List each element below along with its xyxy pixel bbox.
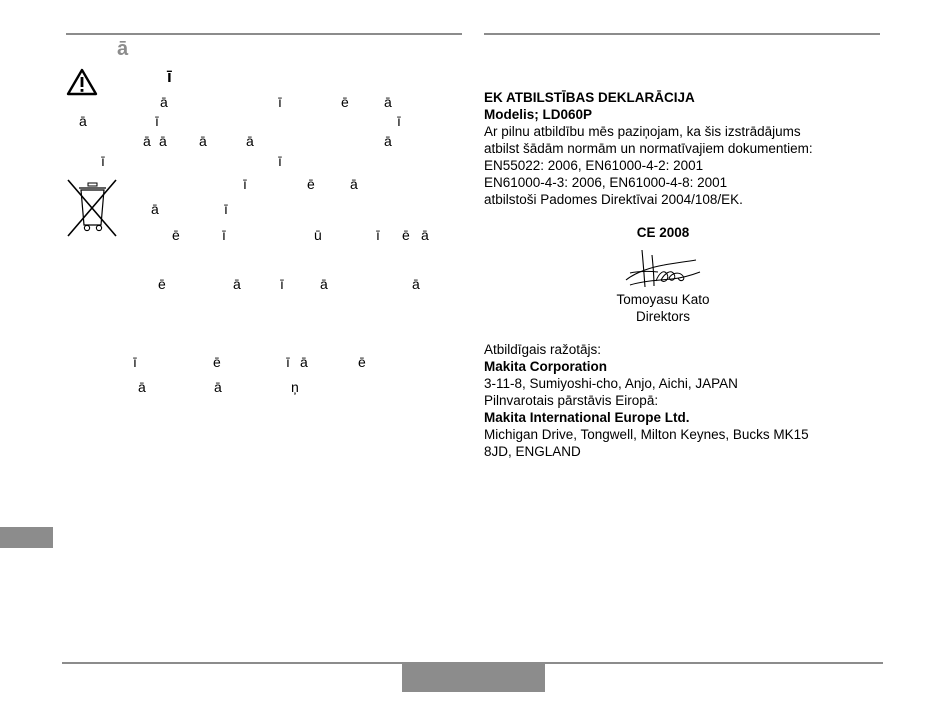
representative-label: Pilnvarotais pārstāvis Eiropā: <box>484 393 659 408</box>
standards-line: EN61000-4-3: 2006, EN61000-4-8: 2001 <box>484 175 728 190</box>
glyph: ī <box>278 94 282 110</box>
glyph: ī <box>224 201 228 217</box>
glyph: ē <box>307 176 315 192</box>
glyph: ū <box>314 227 322 243</box>
manufacturer-name: Makita Corporation <box>484 359 608 374</box>
glyph: ā <box>350 176 358 192</box>
glyph: ī <box>101 153 105 169</box>
glyph: ā <box>160 94 168 110</box>
declaration-line: Ar pilnu atbildību mēs paziņojam, ka šis izstrādājums <box>484 124 801 139</box>
glyph: ā <box>412 276 420 292</box>
glyph: ā <box>300 354 308 370</box>
glyph: ā <box>421 227 429 243</box>
declaration-title: EK ATBILSTĪBAS DEKLARĀCIJA <box>484 90 695 105</box>
warning-char: ī <box>167 67 172 86</box>
glyph: ē <box>358 354 366 370</box>
glyph: ī <box>397 113 401 129</box>
section-heading: ā <box>117 38 129 60</box>
warning-icon <box>66 68 98 96</box>
top-rule-left <box>66 33 462 35</box>
glyph: ā <box>384 133 392 149</box>
glyph: ā <box>79 113 87 129</box>
model-line: Modelis; LD060P <box>484 107 593 122</box>
glyph: ā <box>138 379 146 395</box>
top-rule-right <box>484 33 880 35</box>
glyph: ī <box>280 276 284 292</box>
glyph: ē <box>172 227 180 243</box>
representative-address: Michigan Drive, Tongwell, Milton Keynes, Bucks MK15 <box>484 427 809 442</box>
standards-line: EN55022: 2006, EN61000-4-2: 2001 <box>484 158 704 173</box>
page-number-tab <box>402 664 545 692</box>
glyph: ī <box>155 113 159 129</box>
glyph: ā <box>246 133 254 149</box>
glyph: ā <box>199 133 207 149</box>
glyph: ī <box>286 354 290 370</box>
crossed-bin-icon <box>66 178 118 238</box>
glyph: ā <box>320 276 328 292</box>
language-tab <box>0 527 53 548</box>
glyph: ē <box>158 276 166 292</box>
glyph: ī <box>376 227 380 243</box>
directive-line: atbilstoši Padomes Direktīvai 2004/108/EK. <box>484 192 743 207</box>
glyph: ī <box>278 153 282 169</box>
declaration-block <box>484 89 884 460</box>
responsible-label: Atbildīgais ražotājs: <box>484 342 602 357</box>
glyph: ā <box>143 133 151 149</box>
glyph: ī <box>243 176 247 192</box>
glyph: ē <box>402 227 410 243</box>
signature <box>612 247 704 289</box>
glyph: ī <box>133 354 137 370</box>
declaration-line: atbilst šādām normām un normatīvajiem dokumentiem: <box>484 141 813 156</box>
glyph: ā <box>151 201 159 217</box>
glyph: ā <box>159 133 167 149</box>
signer-name: Tomoyasu Kato <box>616 292 710 307</box>
representative-name: Makita International Europe Ltd. <box>484 410 690 425</box>
representative-address: 8JD, ENGLAND <box>484 444 581 459</box>
glyph: ē <box>341 94 349 110</box>
manufacturer-address: 3-11-8, Sumiyoshi-cho, Anjo, Aichi, JAPAN <box>484 376 738 391</box>
glyph: ā <box>233 276 241 292</box>
glyph: ī <box>222 227 226 243</box>
glyph: ē <box>213 354 221 370</box>
ce-mark-year: CE 2008 <box>636 225 690 240</box>
glyph: ņ <box>291 379 299 395</box>
glyph: ā <box>384 94 392 110</box>
signer-title: Direktors <box>635 309 690 324</box>
glyph: ā <box>214 379 222 395</box>
